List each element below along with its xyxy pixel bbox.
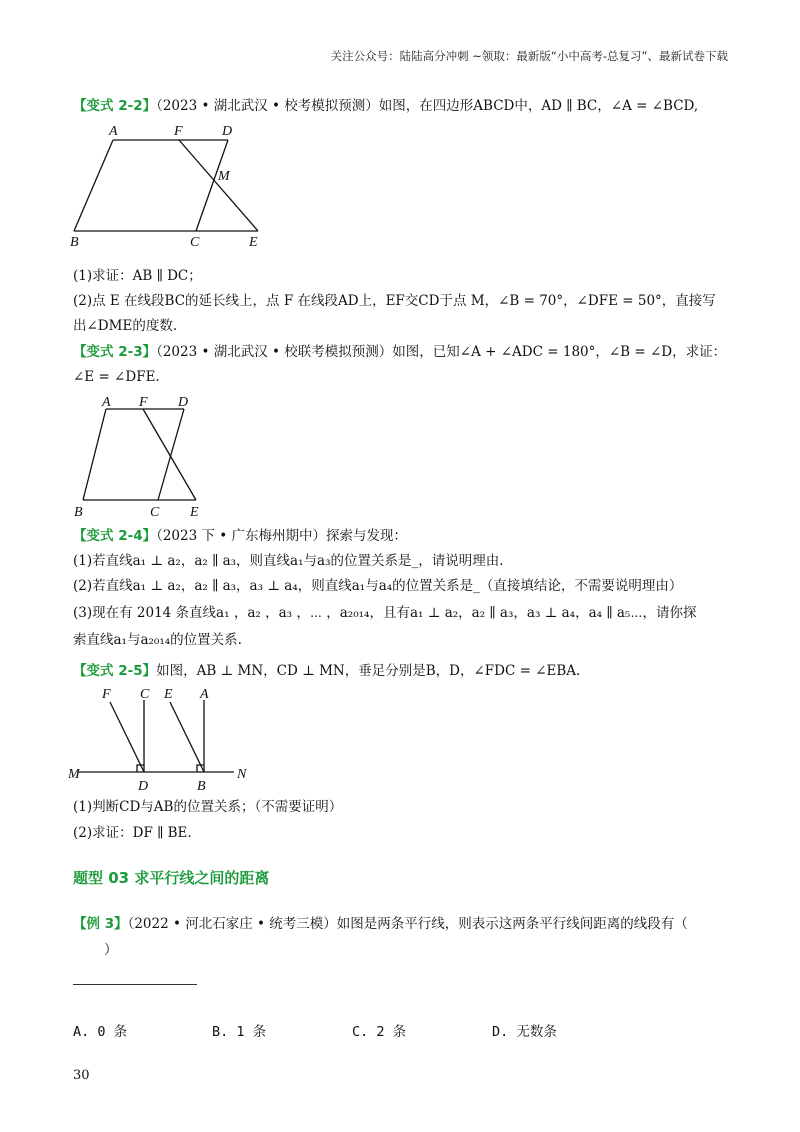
label-E: E <box>249 235 258 250</box>
problem-2-3-stem <box>73 342 726 362</box>
label-C: C <box>150 505 160 520</box>
problem-2-2-q2b: 出∠DME的度数. <box>73 318 178 334</box>
label-B: B <box>74 505 83 520</box>
problem-2-4-q1: (1)若直线a₁ ⊥ a₂，a₂ ∥ a₃，则直线a₁与a₃的位置关系是_，请说明理由. <box>73 553 504 569</box>
label-C: C <box>140 687 150 702</box>
label-D: D <box>178 395 189 410</box>
option-c: C. 2 条 <box>352 1024 407 1040</box>
example-3-stem-2: ） <box>104 942 118 958</box>
problem-2-3-stem-2: ∠E = ∠DFE. <box>73 369 160 385</box>
problem-text: （2023 • 湖北武汉 • 校考模拟预测）如图，在四边形ABCD中，AD ∥ BC，∠A = ∠BCD, <box>156 98 699 114</box>
option-d: D. 无数条 <box>492 1024 557 1040</box>
label-N: N <box>237 767 247 782</box>
problem-2-2-q2a: (2)点 E 在线段BC的延长线上，点 F 在线段AD上，EF交CD于点 M，∠B = 70°，∠DFE = 50°，直接写 <box>73 293 716 309</box>
problem-2-5-q2: (2)求证：DF ∥ BE. <box>73 825 192 841</box>
label-A: A <box>102 395 111 410</box>
label-D: D <box>138 779 149 794</box>
problem-text: 如图，AB ⊥ MN，CD ⊥ MN，垂足分别是B，D，∠FDC = ∠EBA. <box>156 663 581 679</box>
option-a: A. 0 条 <box>73 1024 128 1040</box>
option-b: B. 1 条 <box>212 1024 267 1040</box>
label-A: A <box>200 687 209 702</box>
label-E: E <box>164 687 173 702</box>
problem-2-5-q1: (1)判断CD与AB的位置关系；（不需要证明） <box>73 799 343 815</box>
figure-quadrilateral-2-2 <box>66 118 276 253</box>
example-3-stem <box>73 914 688 934</box>
section-heading: 题型 03 求平行线之间的距离 <box>73 869 270 887</box>
problem-2-5-stem <box>73 661 580 681</box>
label-B: B <box>70 235 79 250</box>
problem-text: （2022 • 河北石家庄 • 统考三模）如图是两条平行线，则表示这两条平行线间距离的线段有（ <box>127 916 688 932</box>
problem-2-4-q2: (2)若直线a₁ ⊥ a₂，a₂ ∥ a₃，a₃ ⊥ a₄，则直线a₁与a₄的位置关系是_（直接填结论，不需要说明理由） <box>73 578 683 594</box>
problem-2-4-stem <box>73 526 407 546</box>
figure-quadrilateral-2-3 <box>66 392 226 520</box>
label-A: A <box>109 124 118 139</box>
problem-text: （2023 下 • 广东梅州期中）探索与发现： <box>156 528 408 544</box>
divider-rule <box>73 984 197 985</box>
problem-tag: 【例 3】 <box>73 916 128 932</box>
problem-2-2-q1: (1)求证：AB ∥ DC； <box>73 268 202 284</box>
problem-tag: 【变式 2-3】 <box>73 344 157 360</box>
problem-tag: 【变式 2-5】 <box>73 663 157 679</box>
label-D: D <box>222 124 233 139</box>
page-header: 关注公众号：陆陆高分冲刺 ~领取：最新版“小中高考-总复习”、最新试卷下载 <box>330 49 728 63</box>
label-F: F <box>174 124 183 139</box>
label-C: C <box>190 235 200 250</box>
label-F: F <box>102 687 111 702</box>
label-B: B <box>197 779 206 794</box>
page-number: 30 <box>73 1068 90 1083</box>
problem-2-2-stem <box>73 96 698 116</box>
problem-text: （2023 • 湖北武汉 • 校联考模拟预测）如图，已知∠A + ∠ADC = 180°，∠B = ∠D，求证： <box>156 344 727 360</box>
label-M: M <box>68 767 80 782</box>
problem-tag: 【变式 2-4】 <box>73 528 157 544</box>
figure-perpendiculars-2-5 <box>66 682 266 794</box>
problem-2-4-q3a: (3)现在有 2014 条直线a₁ ，a₂ ，a₃ ，⋯ ，a₂₀₁₄，且有a₁ ⊥ a₂，a₂ ∥ a₃，a₃ ⊥ a₄，a₄ ∥ a₅⋯，请你探 <box>73 605 697 621</box>
label-E: E <box>190 505 199 520</box>
problem-tag: 【变式 2-2】 <box>73 98 157 114</box>
label-F: F <box>139 395 148 410</box>
label-M: M <box>218 169 230 184</box>
problem-2-4-q3b: 索直线a₁与a₂₀₁₄的位置关系. <box>73 632 242 648</box>
